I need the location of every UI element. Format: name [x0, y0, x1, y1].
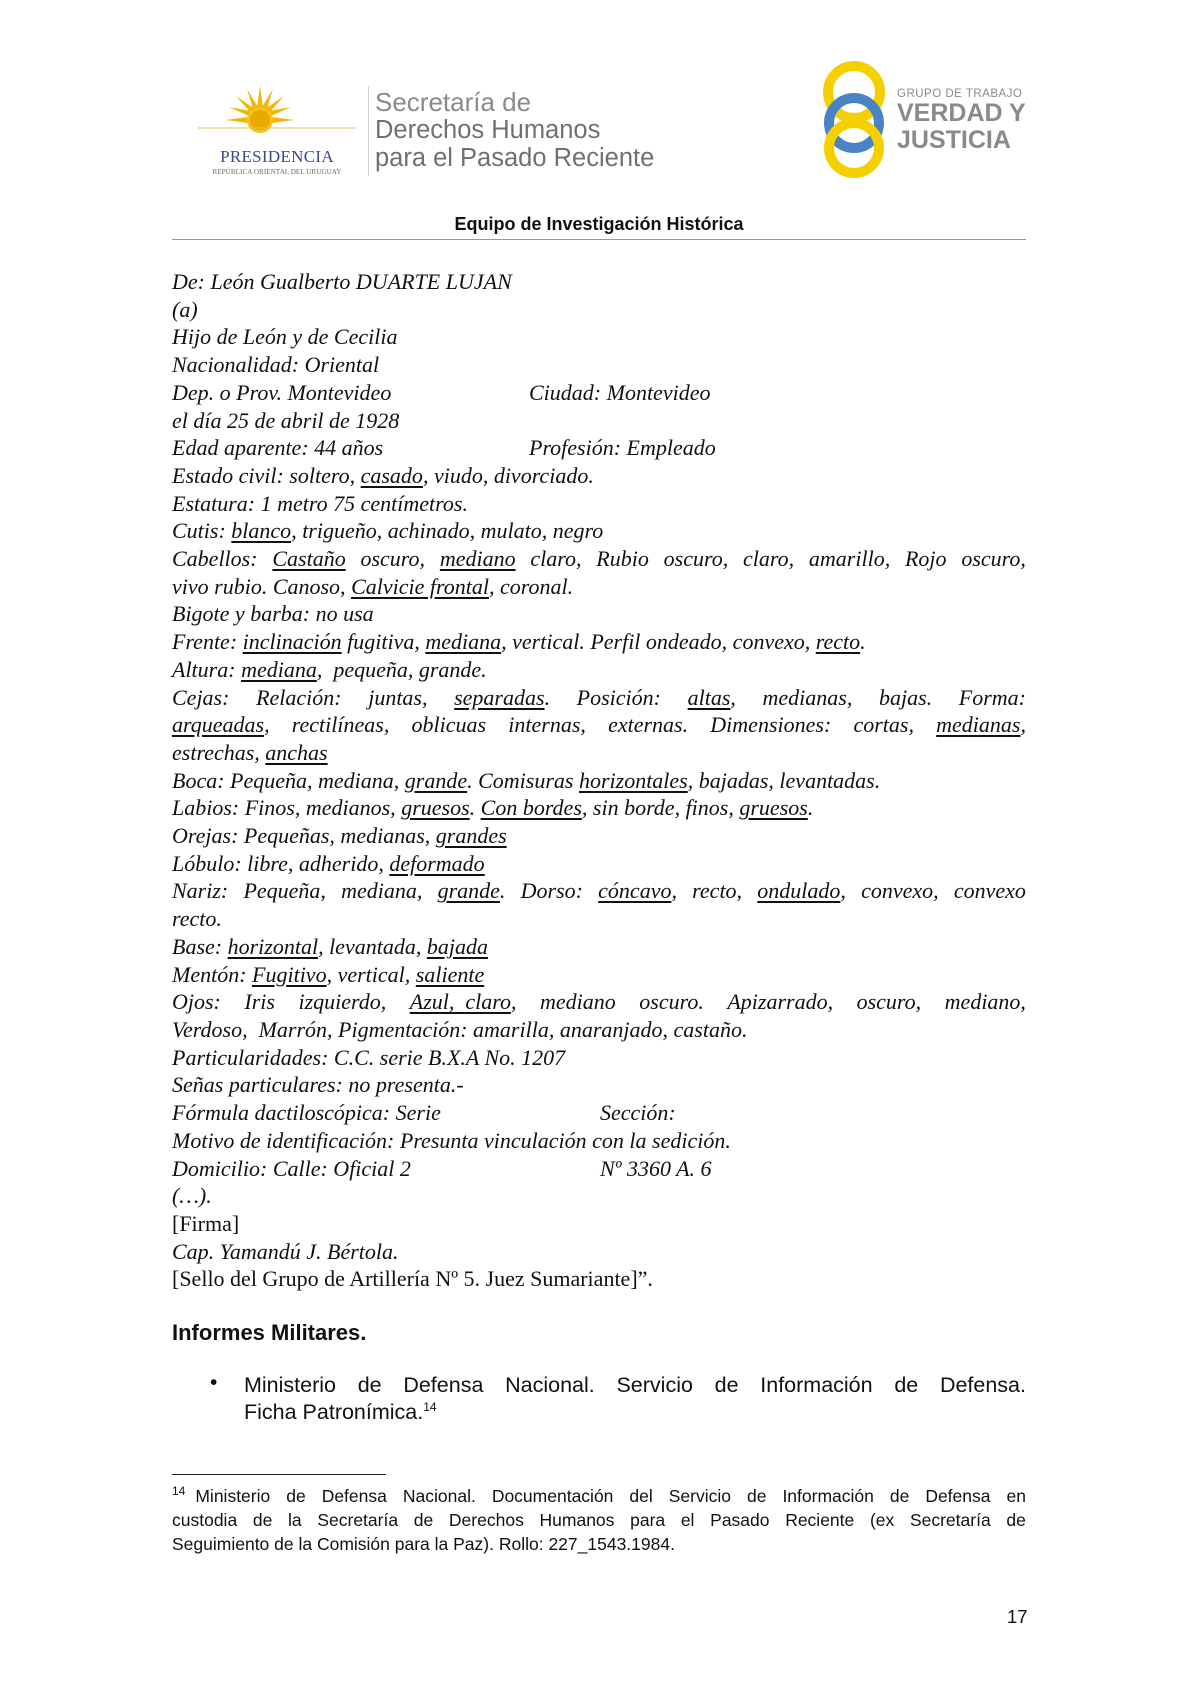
- underlined-text: horizontal: [227, 933, 319, 959]
- word: Forma:: [958, 684, 1026, 710]
- record-line: [172, 628, 1026, 656]
- text: Labios: Finos, medianos,: [172, 795, 402, 821]
- record-line: Nacionalidad: Oriental: [172, 352, 380, 378]
- text: Estado civil: soltero,: [172, 462, 361, 488]
- record-line: [172, 573, 1026, 601]
- text: Ficha Patronímica.: [244, 1400, 424, 1424]
- word: Derechos: [448, 1510, 524, 1530]
- word: Reciente: [785, 1510, 855, 1530]
- word: Ojos:: [172, 989, 221, 1015]
- word: Cejas:: [172, 684, 230, 710]
- word: oscuro,: [961, 546, 1026, 572]
- underlined-text: inclinación: [242, 629, 342, 655]
- stamp-note: [Sello del Grupo de Artillería Nº 5. Juez Sumariante]”.: [172, 1266, 653, 1292]
- record-field: Profesión: Empleado: [529, 435, 716, 461]
- word: Secretaría: [317, 1510, 399, 1530]
- text: fugitiva,: [341, 629, 426, 655]
- word: de: [357, 1373, 382, 1397]
- secretaria-line-2: Derechos Humanos: [375, 116, 601, 144]
- record-field: Nº 3360 A. 6: [600, 1155, 712, 1181]
- text: , bajadas, levantadas.: [687, 767, 881, 793]
- underlined-text: altas: [687, 684, 731, 710]
- underlined-text: anchas: [265, 739, 328, 765]
- text: ,: [264, 712, 270, 738]
- text: ,: [840, 878, 846, 904]
- underlined-text: recto: [815, 629, 861, 655]
- word: de: [894, 1373, 919, 1397]
- record-line: el día 25 de abril de 1928: [172, 407, 400, 433]
- text: Orejas: Pequeñas, medianas,: [172, 823, 436, 849]
- record-line: [172, 933, 1026, 961]
- word: de: [413, 1510, 434, 1530]
- text: ,: [511, 989, 517, 1015]
- text: , vertical. Perfil ondeado, convexo,: [501, 629, 816, 655]
- text: Boca: Pequeña, mediana,: [172, 767, 405, 793]
- record-line: Particularidades: C.C. serie B.X.A No. 1207: [172, 1044, 566, 1070]
- underlined-text: saliente: [415, 961, 485, 987]
- text: Ministerio: [195, 1486, 271, 1506]
- word: el: [680, 1510, 695, 1530]
- word: recto,: [692, 878, 743, 904]
- word: Rubio: [596, 546, 649, 572]
- record-field: Ciudad: Montevideo: [529, 379, 711, 405]
- record-line: Motivo de identificación: Presunta vinculación con la sedición.: [172, 1127, 731, 1153]
- text: , pequeña, grande.: [316, 656, 487, 682]
- page-number: 17: [1007, 1606, 1028, 1627]
- record-line: (a): [172, 296, 198, 322]
- underlined-text: Azul,: [409, 989, 455, 1015]
- record-line: Estatura: 1 metro 75 centímetros.: [172, 490, 468, 516]
- word: [598, 877, 677, 905]
- word: oscuro.: [639, 989, 704, 1015]
- signature-note: [Firma]: [172, 1210, 240, 1236]
- underlined-text: grande: [404, 767, 468, 793]
- record-line: Hijo de León y de Cecilia: [172, 324, 398, 350]
- record-line: [172, 877, 1026, 905]
- underlined-text: grandes: [435, 823, 507, 849]
- word: [936, 711, 1026, 739]
- text: Base:: [172, 933, 228, 959]
- word: Información: [782, 1486, 874, 1506]
- word: oscuro,: [663, 546, 729, 572]
- underlined-text: mediano: [439, 546, 516, 572]
- bullet-item: [244, 1372, 1026, 1426]
- text: .: [807, 795, 814, 821]
- word: rectilíneas,: [291, 712, 390, 738]
- underlined-text: claro: [465, 989, 511, 1015]
- record-line: (…).: [172, 1183, 212, 1209]
- word: Relación:: [256, 684, 342, 710]
- underlined-text: mediana: [241, 656, 317, 682]
- word: convexo,: [861, 878, 939, 904]
- header-rule: [172, 239, 1026, 240]
- word: Cabellos:: [172, 546, 258, 572]
- footnote-reference[interactable]: 14: [423, 1399, 437, 1414]
- text: Mentón:: [172, 961, 253, 987]
- bullet-marker: •: [210, 1371, 218, 1394]
- justicia-line: JUSTICIA: [897, 126, 1011, 154]
- word: externas.: [608, 712, 689, 738]
- text: .: [469, 795, 481, 821]
- record-line: [172, 434, 1026, 462]
- underlined-text: cóncavo: [598, 878, 672, 904]
- word: juntas,: [368, 684, 428, 710]
- record-line: [172, 517, 1026, 545]
- word: Servicio: [668, 1486, 731, 1506]
- record-line: [172, 850, 1026, 878]
- word: Dimensiones:: [710, 712, 832, 738]
- text: . Comisuras: [467, 767, 579, 793]
- verdad-line: VERDAD Y: [897, 99, 1026, 127]
- record-line: [172, 822, 1026, 850]
- word: de: [746, 1486, 767, 1506]
- word: de: [889, 1486, 910, 1506]
- underlined-text: gruesos: [401, 795, 470, 821]
- text: ,: [1020, 712, 1026, 738]
- word: oscuro,: [856, 989, 922, 1015]
- text: .: [860, 629, 866, 655]
- record-line: [172, 1155, 1026, 1183]
- word: Documentación: [491, 1486, 614, 1506]
- text: .: [499, 878, 506, 904]
- text: vivo rubio. Canoso,: [172, 573, 352, 599]
- word: Servicio: [616, 1373, 693, 1397]
- identification-record: [172, 268, 1026, 1293]
- record-line: [172, 684, 1026, 712]
- record-line: Bigote y barba: no usa: [172, 601, 374, 627]
- record-line: [172, 739, 1026, 767]
- record-line: De: León Gualberto DUARTE LUJAN: [172, 269, 512, 294]
- record-line: [172, 462, 1026, 490]
- underlined-text: casado: [360, 462, 423, 488]
- text: Lóbulo: libre, adherido,: [172, 850, 390, 876]
- underlined-text: deformado: [389, 850, 485, 876]
- word: mediano,: [944, 989, 1026, 1015]
- text: Altura:: [172, 656, 242, 682]
- word: Defensa: [321, 1486, 387, 1506]
- word: [757, 877, 846, 905]
- underlined-text: medianas: [936, 712, 1021, 738]
- underlined-text: gruesos: [739, 795, 808, 821]
- record-line: [172, 988, 1026, 1016]
- word: [172, 1484, 270, 1508]
- text: , trigueño, achinado, mulato, negro: [291, 518, 604, 544]
- text: .: [544, 684, 551, 710]
- record-line: [172, 961, 1026, 989]
- underlined-text: horizontales: [578, 767, 688, 793]
- word: [438, 877, 506, 905]
- record-line: [172, 545, 1026, 573]
- logo-divider: [368, 86, 369, 176]
- underlined-text: bajada: [426, 933, 488, 959]
- record-field: Edad aparente: 44 años: [172, 435, 384, 461]
- word: Información: [760, 1373, 873, 1397]
- word: de: [714, 1373, 739, 1397]
- word: Ministerio: [244, 1373, 336, 1397]
- text: , coronal.: [488, 573, 574, 599]
- word: Nariz:: [172, 878, 229, 904]
- record-line: [172, 656, 1026, 684]
- underlined-text: ondulado: [757, 878, 841, 904]
- word: Rojo: [904, 546, 947, 572]
- word: izquierdo,: [298, 989, 387, 1015]
- word: claro,: [743, 546, 795, 572]
- text: Frente:: [172, 629, 243, 655]
- word: Iris: [244, 989, 275, 1015]
- word: Nacional.: [402, 1486, 476, 1506]
- word: Defensa: [925, 1486, 991, 1506]
- record-line: [172, 1099, 1026, 1127]
- presidencia-sublabel: REPÚBLICA ORIENTAL DEL URUGUAY: [212, 168, 342, 176]
- word: Dorso:: [520, 878, 583, 904]
- word: la: [288, 1510, 302, 1530]
- word: Pasado: [710, 1510, 770, 1530]
- secretaria-wordmark: [375, 88, 654, 172]
- word: Pequeña,: [243, 878, 326, 904]
- footnote-separator: [172, 1474, 386, 1475]
- record-line: [172, 379, 1026, 407]
- underlined-text: Fugitivo: [252, 961, 327, 987]
- secretaria-line-3: para el Pasado Reciente: [375, 144, 655, 172]
- text: , sin borde, finos,: [581, 795, 740, 821]
- word: (ex: [869, 1510, 895, 1530]
- secretaria-line-1: Secretaría de: [375, 87, 532, 117]
- record-field: Fórmula dactiloscópica: Serie: [172, 1100, 441, 1126]
- word: Apizarrado,: [727, 989, 834, 1015]
- record-field: Dep. o Prov. Montevideo: [172, 379, 392, 405]
- record-field: Domicilio: Calle: Oficial 2: [172, 1155, 411, 1181]
- word: oblicuas: [411, 712, 487, 738]
- word: [688, 684, 736, 712]
- word: para: [630, 1510, 666, 1530]
- word: [454, 684, 550, 712]
- word: [410, 988, 517, 1016]
- team-title: Equipo de Investigación Histórica: [454, 214, 744, 234]
- word: Nacional.: [505, 1373, 595, 1397]
- text: Cutis:: [172, 518, 232, 544]
- text: estrechas,: [172, 739, 266, 765]
- bullet-line: [244, 1372, 1026, 1399]
- word: mediano: [540, 989, 616, 1015]
- text: , vertical,: [326, 961, 416, 987]
- underlined-text: mediana: [425, 629, 502, 655]
- word: de: [252, 1510, 273, 1530]
- verdad-justicia-logo: [820, 56, 906, 180]
- underlined-text: arqueadas: [172, 712, 265, 738]
- underlined-text: grande: [437, 878, 500, 904]
- footnote: [172, 1484, 1026, 1556]
- footnote-number: 14: [172, 1484, 186, 1499]
- word: medianas,: [762, 684, 853, 710]
- word: internas,: [508, 712, 586, 738]
- word: Defensa: [403, 1373, 484, 1397]
- word: oscuro,: [360, 546, 426, 572]
- word: amarillo,: [808, 546, 891, 572]
- word: Secretaría: [909, 1510, 991, 1530]
- interlocked-rings-icon: [820, 56, 906, 180]
- underlined-text: Con bordes: [480, 795, 582, 821]
- presidencia-label: PRESIDENCIA: [220, 147, 334, 166]
- underlined-text: blanco: [231, 518, 292, 544]
- text: , viudo, divorciado.: [422, 462, 594, 488]
- footnote-line: Seguimiento de la Comisión para la Paz). Rollo: 227_1543.1984.: [172, 1534, 675, 1554]
- word: custodia: [172, 1510, 238, 1530]
- record-line: Verdoso, Marrón, Pigmentación: amarilla, anaranjado, castaño.: [172, 1016, 748, 1042]
- word: de: [286, 1486, 306, 1506]
- footnote-line: [172, 1484, 1026, 1508]
- record-line: [172, 767, 1026, 795]
- text: ,: [730, 684, 736, 710]
- record-line: [172, 794, 1026, 822]
- footnote-line: [172, 1508, 1026, 1532]
- text: ,: [671, 878, 677, 904]
- word: Humanos: [539, 1510, 615, 1530]
- underlined-text: Castaño: [272, 546, 346, 572]
- record-line: recto.: [172, 906, 222, 932]
- section-title: Informes Militares.: [172, 1320, 367, 1345]
- word: de: [1006, 1510, 1026, 1530]
- grupo-trabajo-line: GRUPO DE TRABAJO: [897, 88, 1023, 100]
- word: [172, 711, 270, 739]
- record-line: [172, 711, 1026, 739]
- text: , levantada,: [318, 933, 427, 959]
- word: en: [1006, 1486, 1026, 1506]
- underlined-text: Calvicie frontal: [351, 573, 489, 599]
- word: del: [629, 1486, 653, 1506]
- record-line: Señas particulares: no presenta.-: [172, 1072, 464, 1098]
- underlined-text: separadas: [454, 684, 545, 710]
- word: claro,: [530, 546, 582, 572]
- word: cortas,: [853, 712, 914, 738]
- word: Defensa.: [939, 1373, 1026, 1397]
- grupo-trabajo-wordmark: [897, 88, 1026, 154]
- word: convexo: [953, 878, 1026, 904]
- word: mediana,: [341, 878, 423, 904]
- word: Posición:: [576, 684, 661, 710]
- bullet-line: [244, 1399, 1026, 1426]
- signatory-name: Cap. Yamandú J. Bértola.: [172, 1238, 399, 1264]
- word: bajas.: [878, 684, 933, 710]
- record-field: Sección:: [600, 1100, 676, 1126]
